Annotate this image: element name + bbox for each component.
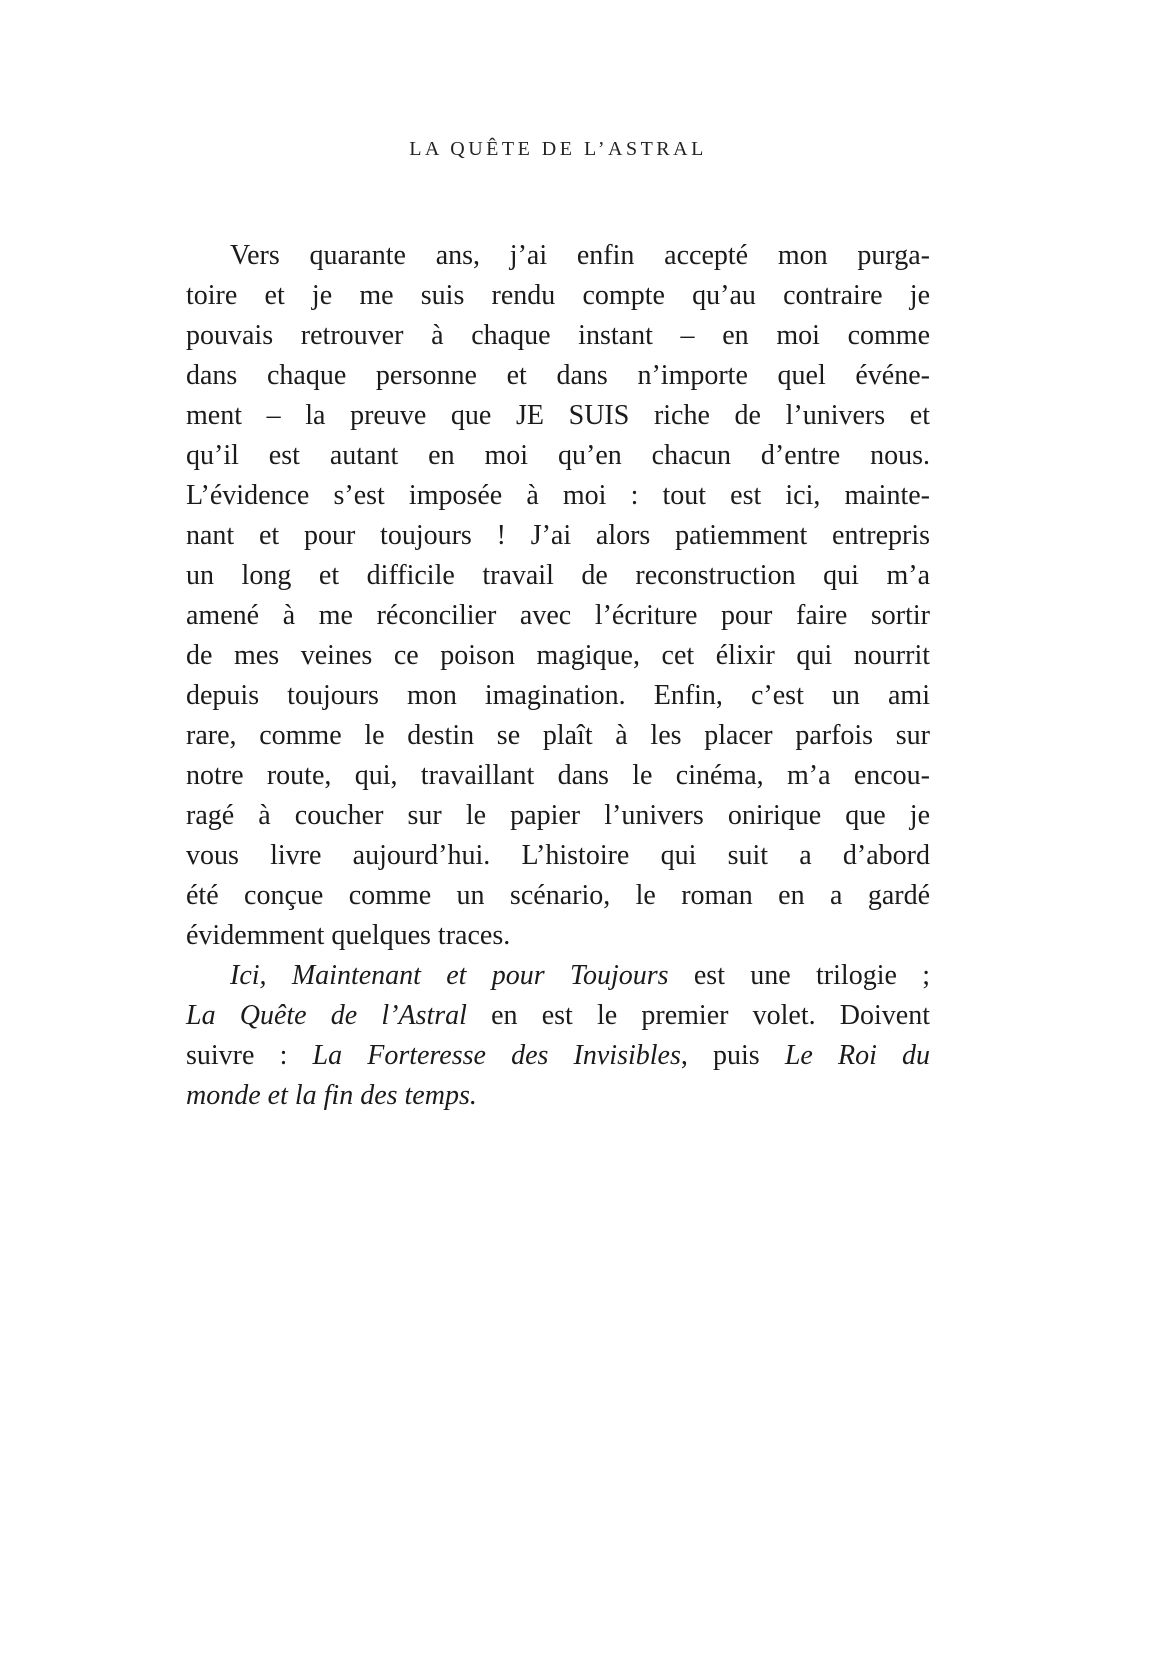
text-line xyxy=(186,636,930,676)
text-line xyxy=(186,276,930,316)
text-run: notre route, qui, travaillant dans le cinéma, m’a encou- xyxy=(186,760,930,791)
text-run: amené à me réconcilier avec l’écriture pour faire sortir xyxy=(186,600,930,631)
text-line xyxy=(186,876,930,916)
text-line xyxy=(186,436,930,476)
text-run: ment – la preuve que JE SUIS riche de l’univers et xyxy=(186,400,930,431)
text-run: un long et difficile travail de reconstruction qui m’a xyxy=(186,560,930,591)
text-run: toire et je me suis rendu compte qu’au contraire je xyxy=(186,280,930,311)
text-run: pouvais retrouver à chaque instant – en moi comme xyxy=(186,320,930,351)
text-line xyxy=(186,396,930,436)
text-run: en est le premier volet. Doivent xyxy=(466,1000,930,1031)
running-header: LA QUÊTE DE L’ASTRAL xyxy=(409,138,707,160)
text-line xyxy=(186,796,930,836)
text-run: suivre : xyxy=(186,1040,313,1071)
text-run: est une trilogie ; xyxy=(668,960,930,991)
italic-book-title-run: Le Roi du xyxy=(784,1040,930,1071)
paragraph-2 xyxy=(186,956,930,1116)
italic-book-title-run: La Quête de l’Astral xyxy=(186,1000,467,1031)
text-run: vous livre aujourd’hui. L’histoire qui suit a d’abord xyxy=(186,840,930,871)
text-run: nant et pour toujours ! J’ai alors patiemment entrepris xyxy=(186,520,930,551)
text-run: qu’il est autant en moi qu’en chacun d’entre nous. xyxy=(186,440,930,471)
text-line xyxy=(186,916,930,956)
text-run: ragé à coucher sur le papier l’univers onirique que je xyxy=(186,800,930,831)
paragraph-1 xyxy=(186,236,930,956)
text-run: rare, comme le destin se plaît à les placer parfois sur xyxy=(186,720,930,751)
italic-book-title-run: La Forteresse des Invisibles xyxy=(312,1040,681,1071)
text-line xyxy=(186,316,930,356)
text-run: depuis toujours mon imagination. Enfin, c’est un ami xyxy=(186,680,930,711)
text-line xyxy=(186,356,930,396)
text-line xyxy=(186,996,930,1036)
text-line xyxy=(186,1036,930,1076)
text-run: de mes veines ce poison magique, cet élixir qui nourrit xyxy=(186,640,930,671)
text-line xyxy=(186,1076,930,1116)
text-line xyxy=(186,236,930,276)
text-run: , puis xyxy=(680,1040,785,1071)
text-run: été conçue comme un scénario, le roman en a gardé xyxy=(186,880,930,911)
text-line xyxy=(186,596,930,636)
text-run: évidemment quelques traces. xyxy=(186,920,511,951)
text-line xyxy=(186,716,930,756)
text-block xyxy=(186,236,930,1116)
text-line xyxy=(186,676,930,716)
text-line xyxy=(186,516,930,556)
text-run: L’évidence s’est imposée à moi : tout est ici, mainte- xyxy=(186,480,930,511)
text-line xyxy=(186,476,930,516)
text-line xyxy=(186,556,930,596)
text-run: Vers quarante ans, j’ai enfin accepté mon purga- xyxy=(230,240,930,271)
text-line xyxy=(186,756,930,796)
italic-book-title-run: Ici, Maintenant et pour Toujours xyxy=(230,960,669,991)
text-line xyxy=(186,956,930,996)
text-run: dans chaque personne et dans n’importe quel événe- xyxy=(186,360,930,391)
text-line xyxy=(186,836,930,876)
italic-book-title-run: monde et la fin des temps. xyxy=(186,1080,477,1111)
